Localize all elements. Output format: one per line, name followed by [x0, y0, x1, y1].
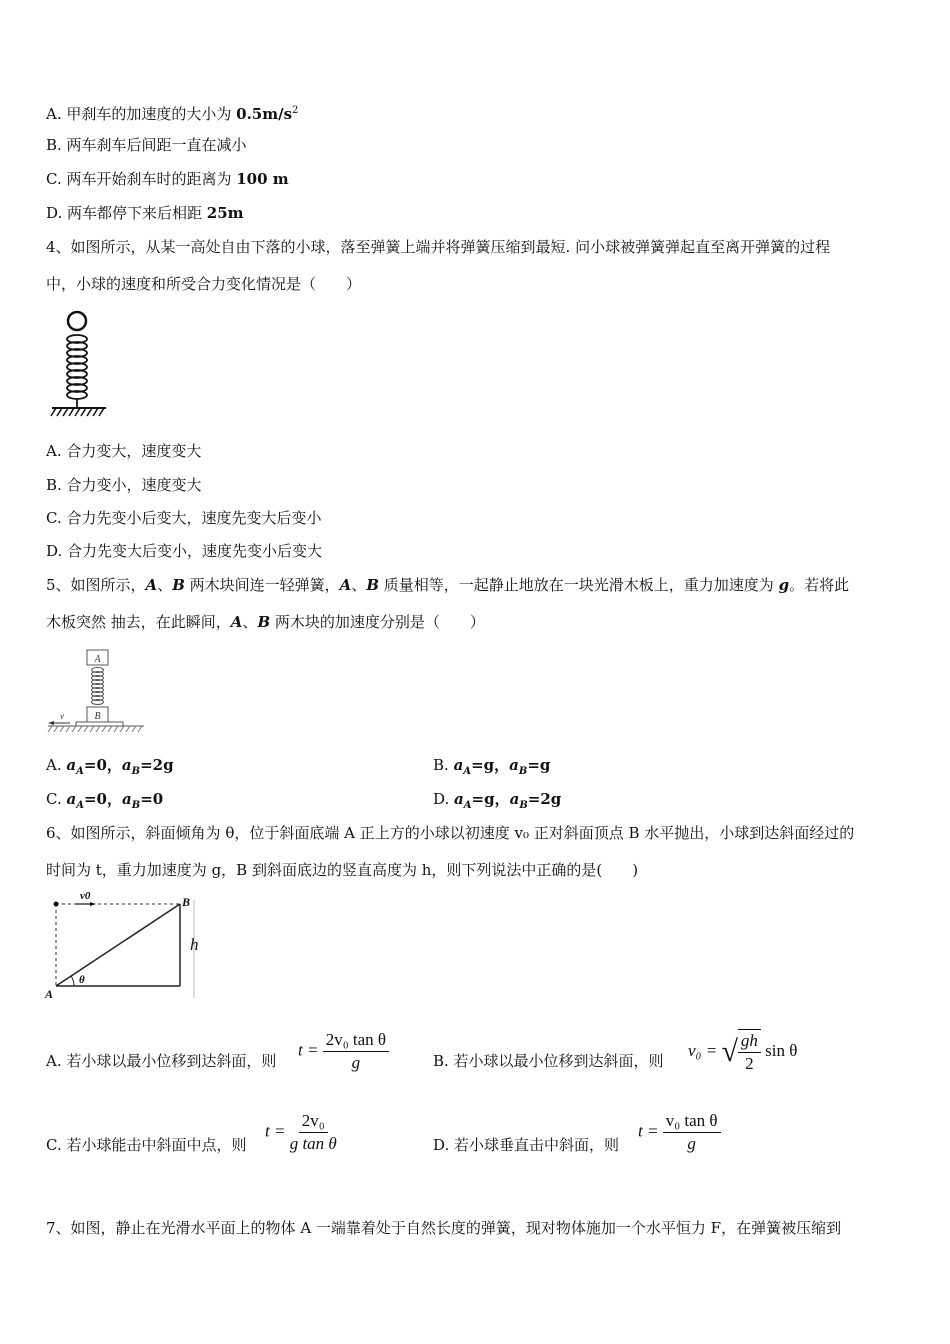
- q4-stem-line2: 中，小球的速度和所受合力变化情况是（ ）: [46, 275, 362, 293]
- q5-stem-line1: [46, 575, 849, 595]
- ball-shape: [68, 312, 86, 330]
- point-a-label: A: [45, 987, 54, 1001]
- text: =0，: [83, 756, 122, 774]
- numerator: v₀ tan θ: [663, 1110, 721, 1133]
- velocity-label: v: [60, 711, 64, 721]
- height-label: h: [190, 935, 199, 954]
- q7-stem-line1: 7、如图，静止在光滑水平面上的物体 A 一端靠着处于自然长度的弹簧，现对物体施加一个水平恒力 F，在弹簧被压缩到: [46, 1219, 842, 1237]
- text: C.: [46, 790, 67, 808]
- subscript: A: [463, 800, 472, 811]
- fraction: [323, 1029, 389, 1074]
- board-shape: [76, 722, 123, 726]
- q5-option-a: [46, 755, 174, 782]
- option-value: 100 m: [236, 170, 289, 188]
- var: B: [366, 576, 380, 594]
- spring-coil-shape: [67, 335, 87, 408]
- q6-option-d-formula: [638, 1110, 721, 1155]
- q5-option-d: [433, 789, 561, 816]
- q5-stem-line2: [46, 612, 485, 632]
- text: 、: [242, 613, 258, 631]
- q4-option-b: B. 合力变小，速度变大: [46, 476, 202, 494]
- text: =0，: [83, 790, 122, 808]
- ground-hatch: [51, 408, 104, 416]
- q6-option-c-formula: [265, 1110, 337, 1155]
- var: A: [339, 576, 352, 594]
- var: g: [778, 576, 790, 594]
- text: 。若将此: [789, 576, 850, 594]
- formula-lhs: v₀ =: [688, 1040, 718, 1060]
- var: a: [454, 790, 464, 808]
- text: =2g: [527, 790, 562, 808]
- ball-dot: [54, 902, 59, 907]
- q3-option-b: B. 两车刹车后间距一直在减小: [46, 136, 247, 154]
- formula-tail: sin θ: [765, 1040, 798, 1060]
- q5-option-c: [46, 789, 163, 816]
- q6-option-b-formula: [688, 1029, 797, 1075]
- text: 5、如图所示，: [46, 576, 146, 594]
- text: 、: [157, 576, 173, 594]
- var: A: [145, 576, 158, 594]
- option-text: D. 两车都停下来后相距: [46, 204, 207, 222]
- var: a: [122, 790, 132, 808]
- block-a-label: A: [94, 654, 101, 665]
- formula-lhs: t =: [638, 1121, 659, 1141]
- blocks-spring-figure: [46, 646, 146, 736]
- q4-option-a: A. 合力变大，速度变大: [46, 442, 202, 460]
- text: =0: [140, 790, 164, 808]
- text: =g，: [471, 790, 510, 808]
- spring-shape: [92, 668, 104, 705]
- option-text: C. 两车开始刹车时的距离为: [46, 170, 237, 188]
- q6-option-d-text: D. 若小球垂直击中斜面，则: [433, 1136, 620, 1154]
- text: =g: [527, 756, 551, 774]
- q6-option-c-text: C. 若小球能击中斜面中点，则: [46, 1136, 247, 1154]
- option-value: 25m: [206, 204, 244, 222]
- q5-option-b: [433, 755, 550, 782]
- subscript: B: [519, 800, 528, 811]
- text: D.: [433, 790, 455, 808]
- var: a: [509, 756, 519, 774]
- text: 质量相等，一起静止地放在一块光滑木板上，重力加速度为: [379, 576, 779, 594]
- numerator: 2v₀: [299, 1110, 328, 1133]
- q6-option-b-text: B. 若小球以最小位移到达斜面，则: [433, 1052, 664, 1070]
- text: 两木块间连一轻弹簧，: [184, 576, 340, 594]
- var: a: [66, 756, 77, 774]
- q4-stem-line1: 4、如图所示，从某一高处自由下落的小球，落至弹簧上端并将弹簧压缩到最短. 问小球被弹簧弹起直至离开弹簧的过程: [46, 238, 831, 256]
- var: a: [509, 790, 520, 808]
- v0-label: v0: [80, 890, 91, 902]
- fraction: [663, 1110, 721, 1155]
- text: =2g: [140, 756, 174, 774]
- text: 木板突然 抽去，在此瞬间，: [46, 613, 231, 631]
- var: a: [453, 756, 464, 774]
- q4-option-d: D. 合力先变大后变小，速度先变小后变大: [46, 542, 323, 560]
- denominator: 2: [745, 1054, 754, 1073]
- subscript: A: [463, 766, 472, 777]
- theta-label: θ: [79, 974, 85, 986]
- text: 两木块的加速度分别是（ ）: [270, 613, 485, 631]
- floor-hatch: [48, 726, 142, 732]
- q3-option-d: [46, 203, 244, 223]
- numerator: 2v₀ tan θ: [323, 1029, 389, 1052]
- q3-option-c: [46, 169, 289, 189]
- superscript: 2: [292, 105, 299, 116]
- numerator: gh: [738, 1030, 761, 1053]
- sqrt-icon: √: [721, 1035, 738, 1068]
- subscript: A: [76, 800, 84, 811]
- q6-stem-line1: 6、如图所示，斜面倾角为 θ，位于斜面底端 A 正上方的小球以初速度 v₀ 正对斜面顶点 B 水平抛出，小球到达斜面经过的: [46, 824, 855, 842]
- denominator: g: [351, 1053, 361, 1072]
- formula-lhs: t =: [265, 1121, 286, 1141]
- block-b-label: B: [94, 711, 101, 722]
- fraction: [738, 1029, 761, 1075]
- arrow-head-icon: [90, 902, 96, 906]
- denominator: g: [687, 1134, 696, 1153]
- subscript: B: [518, 766, 528, 777]
- text: A.: [46, 756, 67, 774]
- var: A: [230, 613, 243, 631]
- text: =g，: [471, 756, 510, 774]
- option-text: A. 甲刹车的加速度的大小为: [46, 105, 237, 123]
- var: B: [172, 576, 185, 594]
- q6-stem-line2: 时间为 t，重力加速度为 g，B 到斜面底边的竖直高度为 h，则下列说法中正确的是( ): [46, 861, 639, 879]
- option-value: 0.5m/s: [236, 105, 293, 123]
- fraction: [290, 1110, 337, 1155]
- formula-lhs: t =: [298, 1040, 319, 1060]
- subscript: B: [131, 800, 141, 811]
- text: 、: [351, 576, 367, 594]
- var: a: [66, 790, 77, 808]
- q3-option-a: [46, 101, 298, 124]
- arrow-head-icon: [48, 721, 54, 725]
- falling-ball-spring-figure: [48, 308, 110, 423]
- subscript: B: [131, 766, 141, 777]
- text: B.: [433, 756, 454, 774]
- denominator: g tan θ: [289, 1134, 337, 1153]
- incline-line: [56, 904, 180, 986]
- var: a: [121, 756, 132, 774]
- q6-option-a-text: A. 若小球以最小位移到达斜面，则: [46, 1052, 277, 1070]
- angle-arc: [71, 976, 74, 986]
- subscript: A: [76, 766, 84, 777]
- incline-projectile-figure: [42, 886, 207, 1004]
- point-b-label: B: [182, 895, 191, 909]
- q6-option-a-formula: [298, 1029, 389, 1074]
- q4-option-c: C. 合力先变小后变大，速度先变大后变小: [46, 509, 322, 527]
- var: B: [257, 613, 271, 631]
